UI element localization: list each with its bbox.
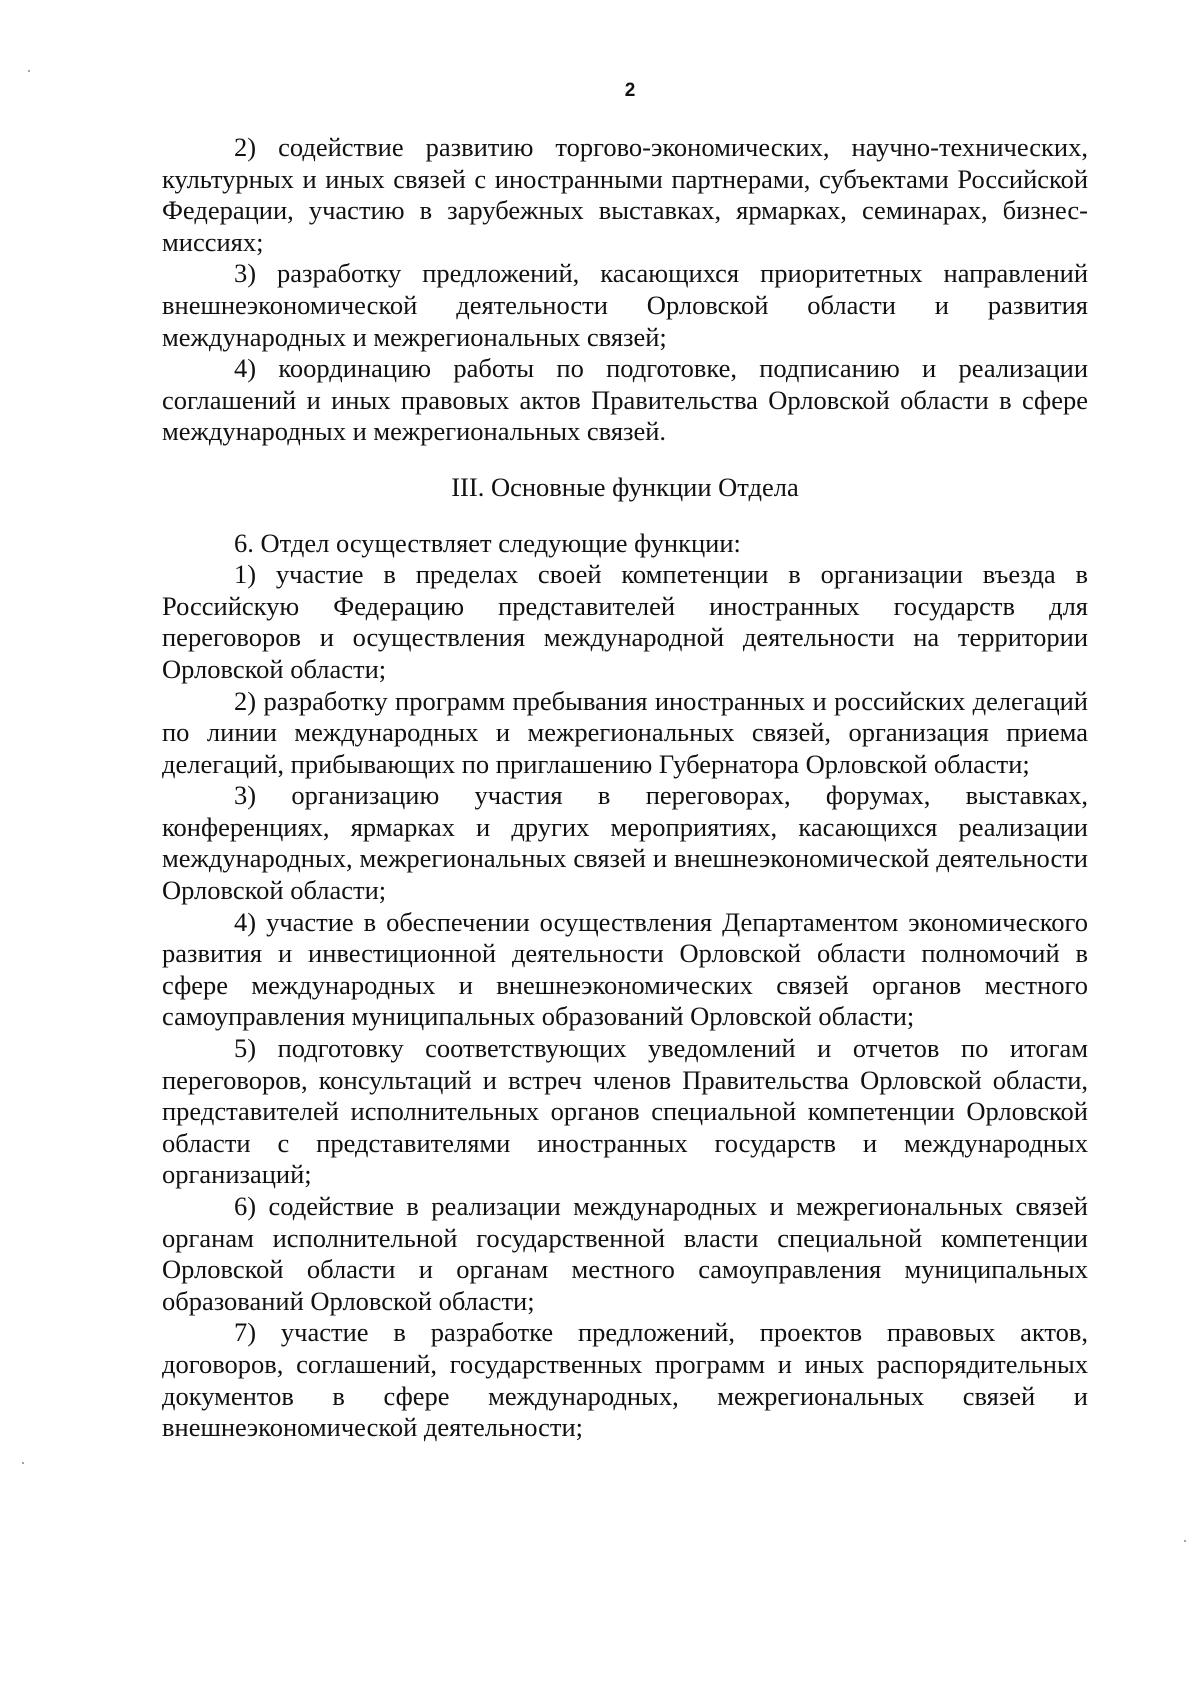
paragraph: 7) участие в разработке предложений, проектов правовых актов, договоров, соглашений, государственных программ и иных распорядительных документов в сфере международных, межрегиональных связей и внешнеэкономической деятельности; — [162, 1317, 1088, 1443]
scan-speck — [22, 1462, 24, 1464]
paragraph: 2) содействие развитию торгово-экономических, научно-технических, культурных и иных связей с иностранными партнерами, субъектами Российской Федерации, участию в зарубежных выставках, ярмарках, семинарах, бизнес-миссиях; — [162, 132, 1088, 257]
paragraph: 1) участие в пределах своей компетенции в организации въезда в Российскую Федерацию представителей иностранных государств для переговоров и осуществления международной деятельности на территории Орловской области; — [162, 559, 1088, 684]
scan-speck — [1184, 1540, 1186, 1542]
page-number: 2 — [624, 80, 636, 101]
paragraph: 2) разработку программ пребывания иностранных и российских делегаций по линии международных и межрегиональных связей, организация приема делегаций, прибывающих по приглашению Губернатора Орловской области; — [162, 685, 1088, 779]
paragraph: 4) координацию работы по подготовке, подписанию и реализации соглашений и иных правовых актов Правительства Орловской области в сфере международных и межрегиональных связей. — [162, 353, 1088, 447]
paragraph: 4) участие в обеспечении осуществления Департаментом экономического развития и инвестиционной деятельности Орловской области полномочий в сфере международных и внешнеэкономических связей органов местного самоуправления муниципальных образований Орловской области; — [162, 906, 1088, 1032]
document-body — [162, 132, 1088, 1444]
paragraph: 6. Отдел осуществляет следующие функции: — [234, 527, 741, 558]
paragraph: 3) разработку предложений, касающихся приоритетных направлений внешнеэкономической деятельности Орловской области и развития международных и межрегиональных связей; — [162, 258, 1088, 352]
paragraph: 6) содействие в реализации международных и межрегиональных связей органам исполнительной государственной власти специальной компетенции Орловской области и органам местного самоуправления муниципальных образований Орловской области; — [162, 1191, 1088, 1316]
section-heading: III. Основные функции Отдела — [451, 471, 799, 502]
scan-speck — [28, 70, 30, 72]
paragraph: 5) подготовку соответствующих уведомлений и отчетов по итогам переговоров, консультаций и встреч членов Правительства Орловской области, представителей исполнительных органов специальной компетенции Орловской области с представителями иностранных государств и международных организаций; — [162, 1033, 1088, 1190]
paragraph: 3) организацию участия в переговорах, форумах, выставках, конференциях, ярмарках и других мероприятиях, касающихся реализации международных, межрегиональных связей и внешнеэкономической деятельности Орловской области; — [162, 780, 1088, 906]
